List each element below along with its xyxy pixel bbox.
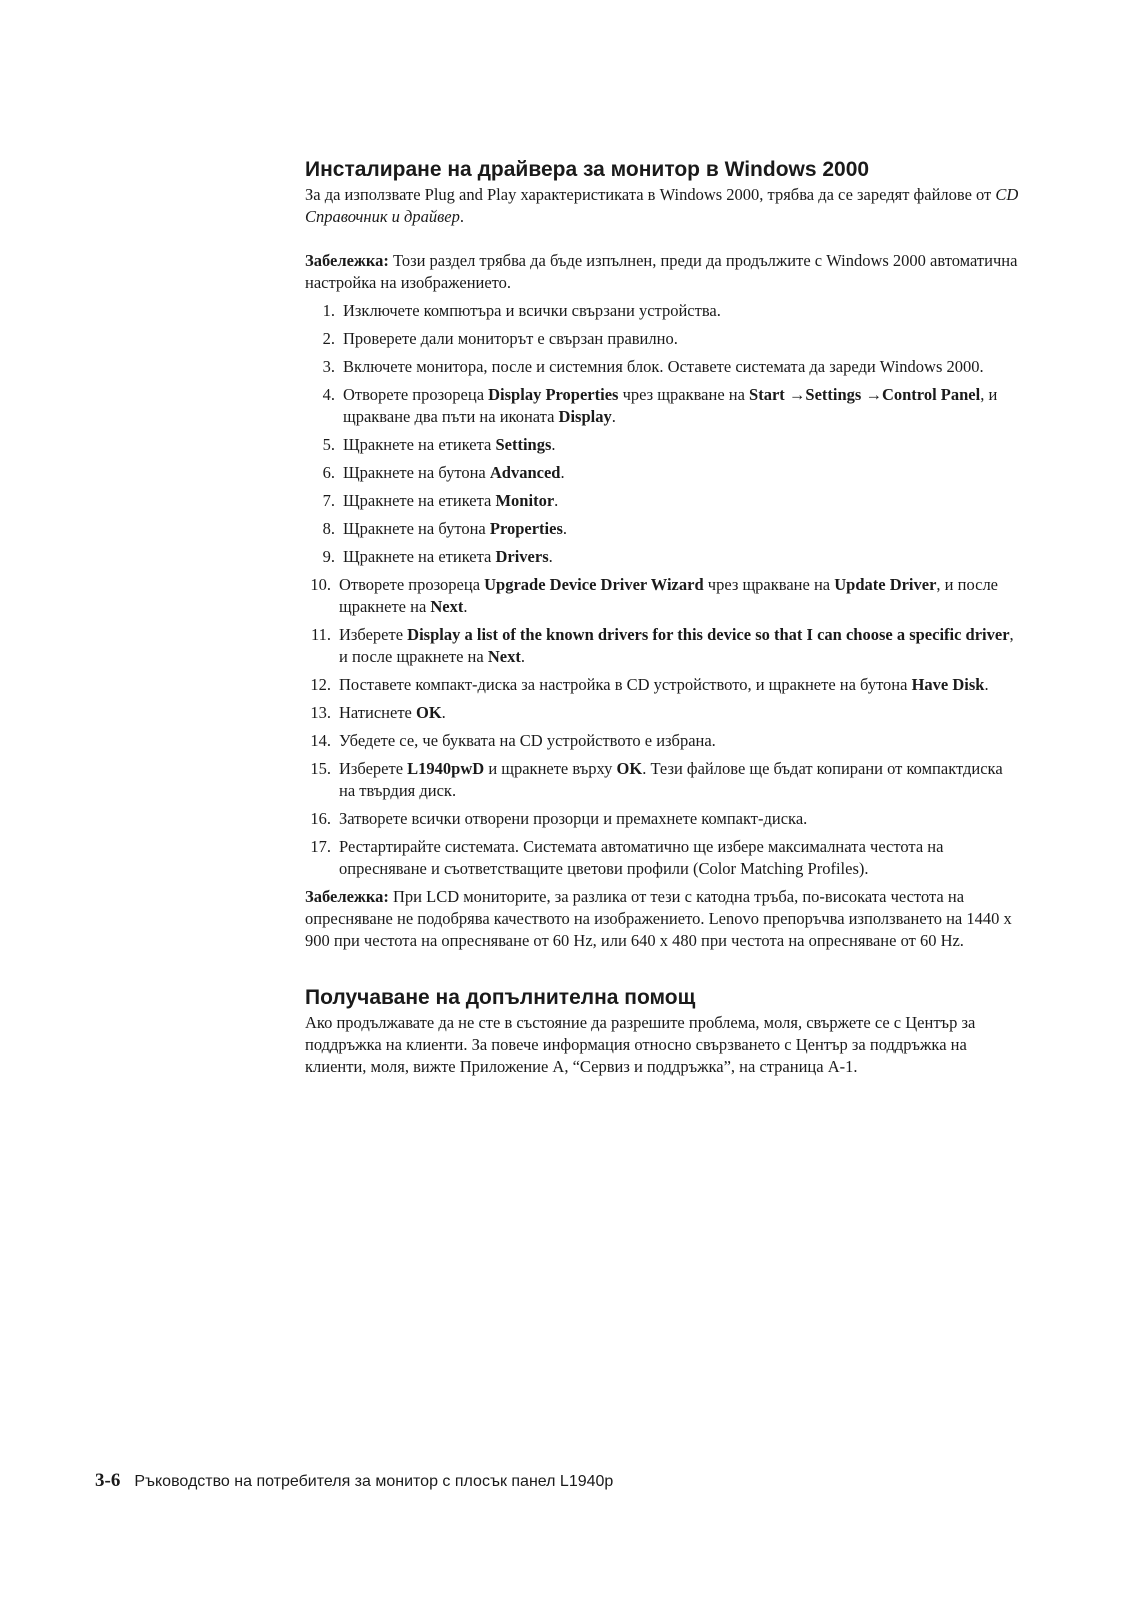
step-ui-term: Properties (489, 519, 563, 538)
step-number: 7. (322, 491, 335, 510)
step-text: , и после щракнете на (339, 625, 1014, 666)
step-number: 9. (322, 547, 335, 566)
list-item (305, 574, 1021, 618)
step-text: чрез щракване на (618, 385, 750, 404)
step-text: . (611, 407, 616, 426)
list-item (305, 384, 1021, 428)
list-item (305, 624, 1021, 668)
step-text: Щракнете на бутона (343, 519, 490, 538)
step-number: 12. (310, 675, 331, 694)
section-title-driver-install: Инсталиране на драйвера за монитор в Windows 2000 (305, 158, 870, 181)
step-ui-term: Have Disk (911, 675, 985, 694)
lcd-note-paragraph (305, 886, 1021, 952)
step-ui-term: L1940pwD (407, 759, 485, 778)
step-number: 6. (322, 463, 335, 482)
step-text: . (463, 597, 468, 616)
intro-paragraph (305, 184, 1021, 228)
step-text: Отворете прозореца (343, 385, 489, 404)
step-ui-term: Start →Settings →Control Panel (749, 385, 981, 404)
step-text: . (560, 463, 565, 482)
step-number: 3. (322, 357, 335, 376)
step-text: Щракнете на бутона (343, 463, 490, 482)
list-item (305, 518, 1021, 540)
step-text: Убедете се, че буквата на CD устройството е избрана. (339, 731, 716, 750)
footer-title: Ръководство на потребителя за монитор с плосък панел L1940p (134, 1473, 614, 1490)
list-item (305, 300, 1021, 322)
step-text: . (551, 435, 556, 454)
steps-list (305, 300, 1021, 880)
note-paragraph (305, 250, 1021, 294)
step-text: Щракнете на етикета (343, 547, 496, 566)
note-text: Този раздел трябва да бъде изпълнен, преди да продължите с Windows 2000 автоматична настройка на изображението. (305, 251, 1018, 292)
step-text: . (441, 703, 446, 722)
list-item (305, 674, 1021, 696)
list-item (305, 808, 1021, 830)
step-ui-term: Monitor (495, 491, 555, 510)
list-item (305, 758, 1021, 802)
list-item (305, 836, 1021, 880)
step-text: и щракнете върху (484, 759, 617, 778)
list-item (305, 434, 1021, 456)
step-ui-term: Display Properties (488, 385, 619, 404)
step-text: Изключете компютъра и всички свързани устройства. (343, 301, 721, 320)
step-text: Отворете прозореца (339, 575, 485, 594)
step-text: Изберете (339, 625, 408, 644)
step-text: Щракнете на етикета (343, 491, 496, 510)
step-ui-term: Advanced (489, 463, 561, 482)
step-text: Проверете дали мониторът е свързан правилно. (343, 329, 678, 348)
list-item (305, 462, 1021, 484)
step-number: 14. (310, 731, 331, 750)
step-number: 13. (310, 703, 331, 722)
list-item (305, 490, 1021, 512)
step-ui-term: Display (558, 407, 612, 426)
step-ui-term: Upgrade Device Driver Wizard (484, 575, 704, 594)
step-text: , и после щракнете на (339, 575, 998, 616)
step-ui-term: Settings (495, 435, 552, 454)
intro-italic-title: CD Справочник и драйвер (305, 185, 1019, 226)
note-label: Забележка: (305, 251, 389, 270)
section-title-help: Получаване на допълнителна помощ (305, 986, 696, 1009)
list-item (305, 702, 1021, 724)
step-text: , и щракване два пъти на иконата (343, 385, 998, 426)
step-ui-term: Drivers (495, 547, 549, 566)
step-text: Поставете компакт-диска за настройка в CD устройството, и щракнете на бутона (339, 675, 912, 694)
step-ui-term: Display a list of the known drivers for this device so that I can choose a specific driver (407, 625, 1010, 644)
step-text: Затворете всички отворени прозорци и премахнете компакт-диска. (339, 809, 808, 828)
step-text: . (520, 647, 525, 666)
page-number: 3-6 (95, 1470, 121, 1491)
step-number: 2. (322, 329, 335, 348)
list-item (305, 356, 1021, 378)
step-text: . (562, 519, 568, 538)
lcd-note-label: Забележка: (305, 887, 389, 906)
step-text: Натиснете (339, 703, 416, 722)
help-paragraph: Ако продължавате да не сте в състояние да разрешите проблема, моля, свържете се с Център за поддръжка на клиенти. За повече информация относно свързването с Център за поддръжка на клиенти, моля, вижте Приложение А, “Сервиз и поддръжка”, на страница А-1. (305, 1013, 976, 1076)
step-text: . (548, 547, 553, 566)
step-number: 4. (322, 385, 335, 404)
step-number: 11. (310, 625, 331, 644)
step-ui-term: OK (416, 703, 442, 722)
step-text: Изберете (339, 759, 408, 778)
page-content (305, 156, 1021, 1078)
intro-text: За да използвате Plug and Play характеристиката в Windows 2000, трябва да се заредят файлове от (305, 185, 996, 204)
step-text: . (984, 675, 989, 694)
step-number: 17. (310, 837, 331, 856)
step-text: . (554, 491, 559, 510)
lcd-note-text: При LCD мониторите, за разлика от тези с катодна тръба, по-високата честота на опресняване не подобрява качеството на изображението. Lenovo препоръчва използването на 1440 x 900 при честота на опресняване от 60 Hz, или 640 x 480 при честота на опресняване от 60 Hz. (305, 887, 1012, 950)
step-number: 15. (310, 759, 331, 778)
step-number: 1. (322, 301, 335, 320)
step-text: чрез щракване на (703, 575, 835, 594)
step-text: Щракнете на етикета (343, 435, 496, 454)
step-number: 16. (310, 809, 331, 828)
step-ui-term: Next (487, 647, 521, 666)
intro-text-end: . (459, 207, 465, 226)
step-number: 10. (310, 575, 331, 594)
step-number: 5. (322, 435, 335, 454)
step-number: 8. (322, 519, 335, 538)
page-footer (95, 1470, 613, 1492)
step-ui-term: Update Driver (834, 575, 937, 594)
step-ui-term: Next (430, 597, 464, 616)
list-item (305, 546, 1021, 568)
list-item (305, 730, 1021, 752)
step-text: Включете монитора, после и системния блок. Оставете системата да зареди Windows 2000. (343, 357, 984, 376)
step-text: Рестартирайте системата. Системата автоматично ще избере максималната честота на опресняване и съответстващите цветови профили (Color Matching Profiles). (339, 837, 944, 878)
step-text: . Тези файлове ще бъдат копирани от компактдиска на твърдия диск. (339, 759, 1003, 800)
list-item (305, 328, 1021, 350)
step-ui-term: OK (616, 759, 643, 778)
